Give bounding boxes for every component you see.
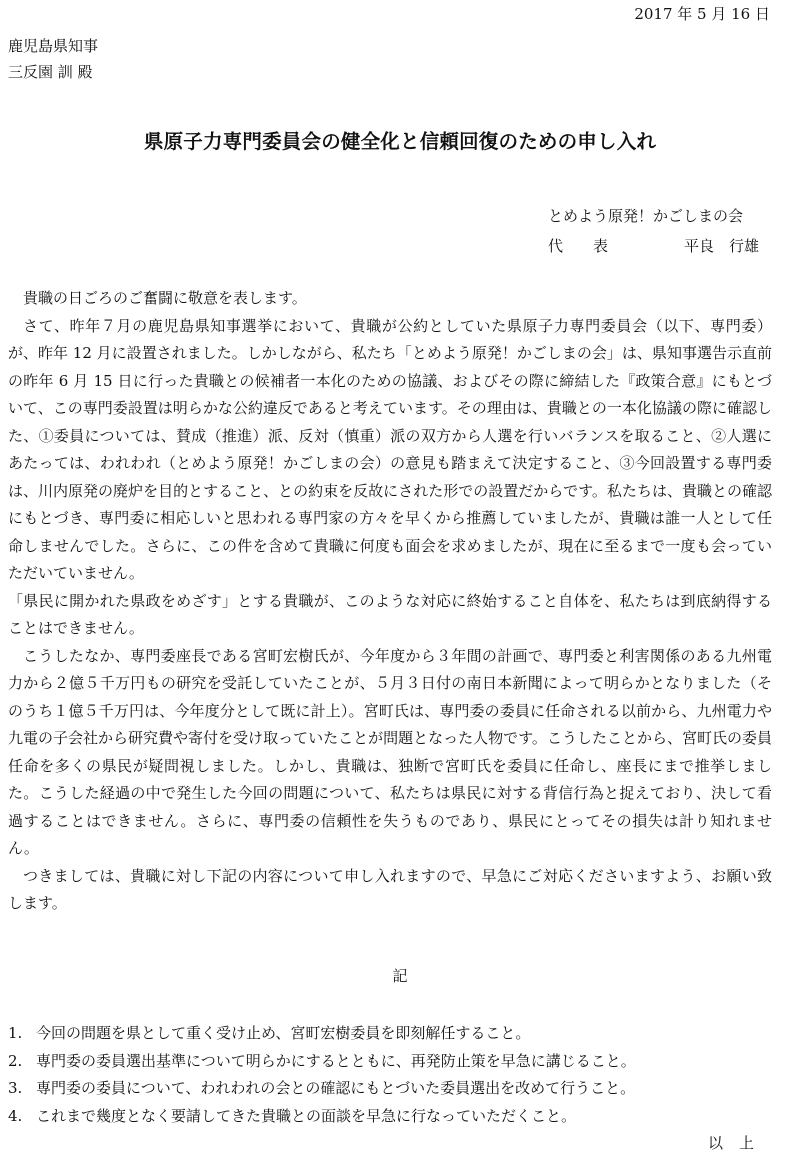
addressee-title: 鹿児島県知事	[8, 37, 99, 55]
paragraph-dissatisfaction: 「県民に開かれた県政をめざす」とする貴職が、このような対応に終始すること自体を、私たちは到底納得することはできません。	[8, 591, 772, 637]
sender-name: 平良 行雄	[684, 237, 760, 255]
document-title: 県原子力専門委員会の健全化と信頼回復のための申し入れ	[143, 130, 657, 153]
list-item-text: これまで幾度となく要請してきた貴職との面談を早急に行なっていただくこと。	[36, 1106, 577, 1125]
list-item-text: 今回の問題を県として重く受け止め、宮町宏樹委員を即刻解任すること。	[36, 1024, 531, 1042]
addressee-name: 三反園 訓 殿	[8, 63, 93, 81]
ki-heading: 記	[392, 967, 408, 985]
document-date: 2017 年 5 月 16 日	[634, 5, 770, 23]
sender-gap	[636, 231, 684, 261]
list-item	[8, 1048, 778, 1076]
list-item-number: 4.	[8, 1106, 23, 1125]
paragraph-greeting: 貴職の日ごろのご奮闘に敬意を表します。	[23, 289, 307, 307]
sender-block	[548, 201, 759, 261]
body-text	[8, 285, 772, 918]
list-item-text: 専門委の委員選出基準について明らかにするとともに、再発防止策を早急に講じること。	[36, 1051, 636, 1070]
closing-ijo: 以上	[707, 1134, 770, 1152]
list-item-number: 1.	[8, 1024, 23, 1042]
sender-organization: とめよう原発！かごしまの会	[548, 207, 744, 225]
sender-role: 代表	[548, 237, 639, 255]
list-item	[8, 1075, 778, 1103]
list-item-number: 3.	[8, 1079, 23, 1097]
paragraph-request: つきましては、貴職に対し下記の内容について申し入れますので、早急にご対応くださいますよう、お願い致します。	[8, 866, 772, 912]
list-item-text: 専門委の委員について、われわれの会との確認にもとづいた委員選出を改めて行うこと。	[36, 1079, 636, 1097]
sender-representative	[548, 231, 759, 261]
list-item	[8, 1103, 778, 1131]
demands-list	[8, 1020, 778, 1130]
paragraph-background: さて、昨年７月の鹿児島県知事選挙において、貴職が公約としていた県原子力専門委員会（以下、専門委）が、昨年 12 月に設置されました。しかしながら、私たち「とめよう原発！かごしまの会」は、県知事選告示直前の昨年 6 月 15 日に行った貴職との候補者一本化のための協議、およびその際に締結した『政策合意』にもとづいて、この専門委設置は明らかな公約違反であると考えています。その理由は、貴職との一本化協議の際に確認した、①委員については、賛成（推進）派、反対（慎重）派の双方から人選を行いバランスを取ること、②人選にあたっては、われわれ（とめよう原発！かごしまの会）の意見も踏まえて決定すること、③今回設置する専門委は、川内原発の廃炉を目的とすること、との約束を反故にされた形での設置だからです。私たちは、貴職との確認にもとづき、専門委に相応しいと思われる専門家の方々を早くから推薦していましたが、貴職は誰一人として任命しませんでした。さらに、この件を含めて貴職に何度も面会を求めましたが、現在に至るまで一度も会っていただいていません。	[8, 316, 772, 582]
list-item-number: 2.	[8, 1051, 23, 1070]
addressee-block	[8, 33, 98, 85]
list-item	[8, 1020, 778, 1048]
paragraph-issue: こうしたなか、専門委座長である宮町宏樹氏が、今年度から３年間の計画で、専門委と利害関係のある九州電力から２億５千万円もの研究を受託していたことが、５月３日付の南日本新聞によって明らかとなりました（そのうち１億５千万円は、今年度分として既に計上）。宮町氏は、専門委の委員に任命される以前から、九州電力や九電の子会社から研究費や寄付を受け取っていたことが問題となった人物です。こうしたことから、宮町氏の委員任命を多くの県民が疑問視しました。しかし、貴職は、独断で宮町氏を委員に任命し、座長にまで推挙しました。こうした経過の中で発生した今回の問題について、私たちは県民に対する背信行為と捉えており、決して看過することはできません。さらに、専門委の信頼性を失うものであり、県民にとってその損失は計り知れません。	[8, 646, 772, 857]
